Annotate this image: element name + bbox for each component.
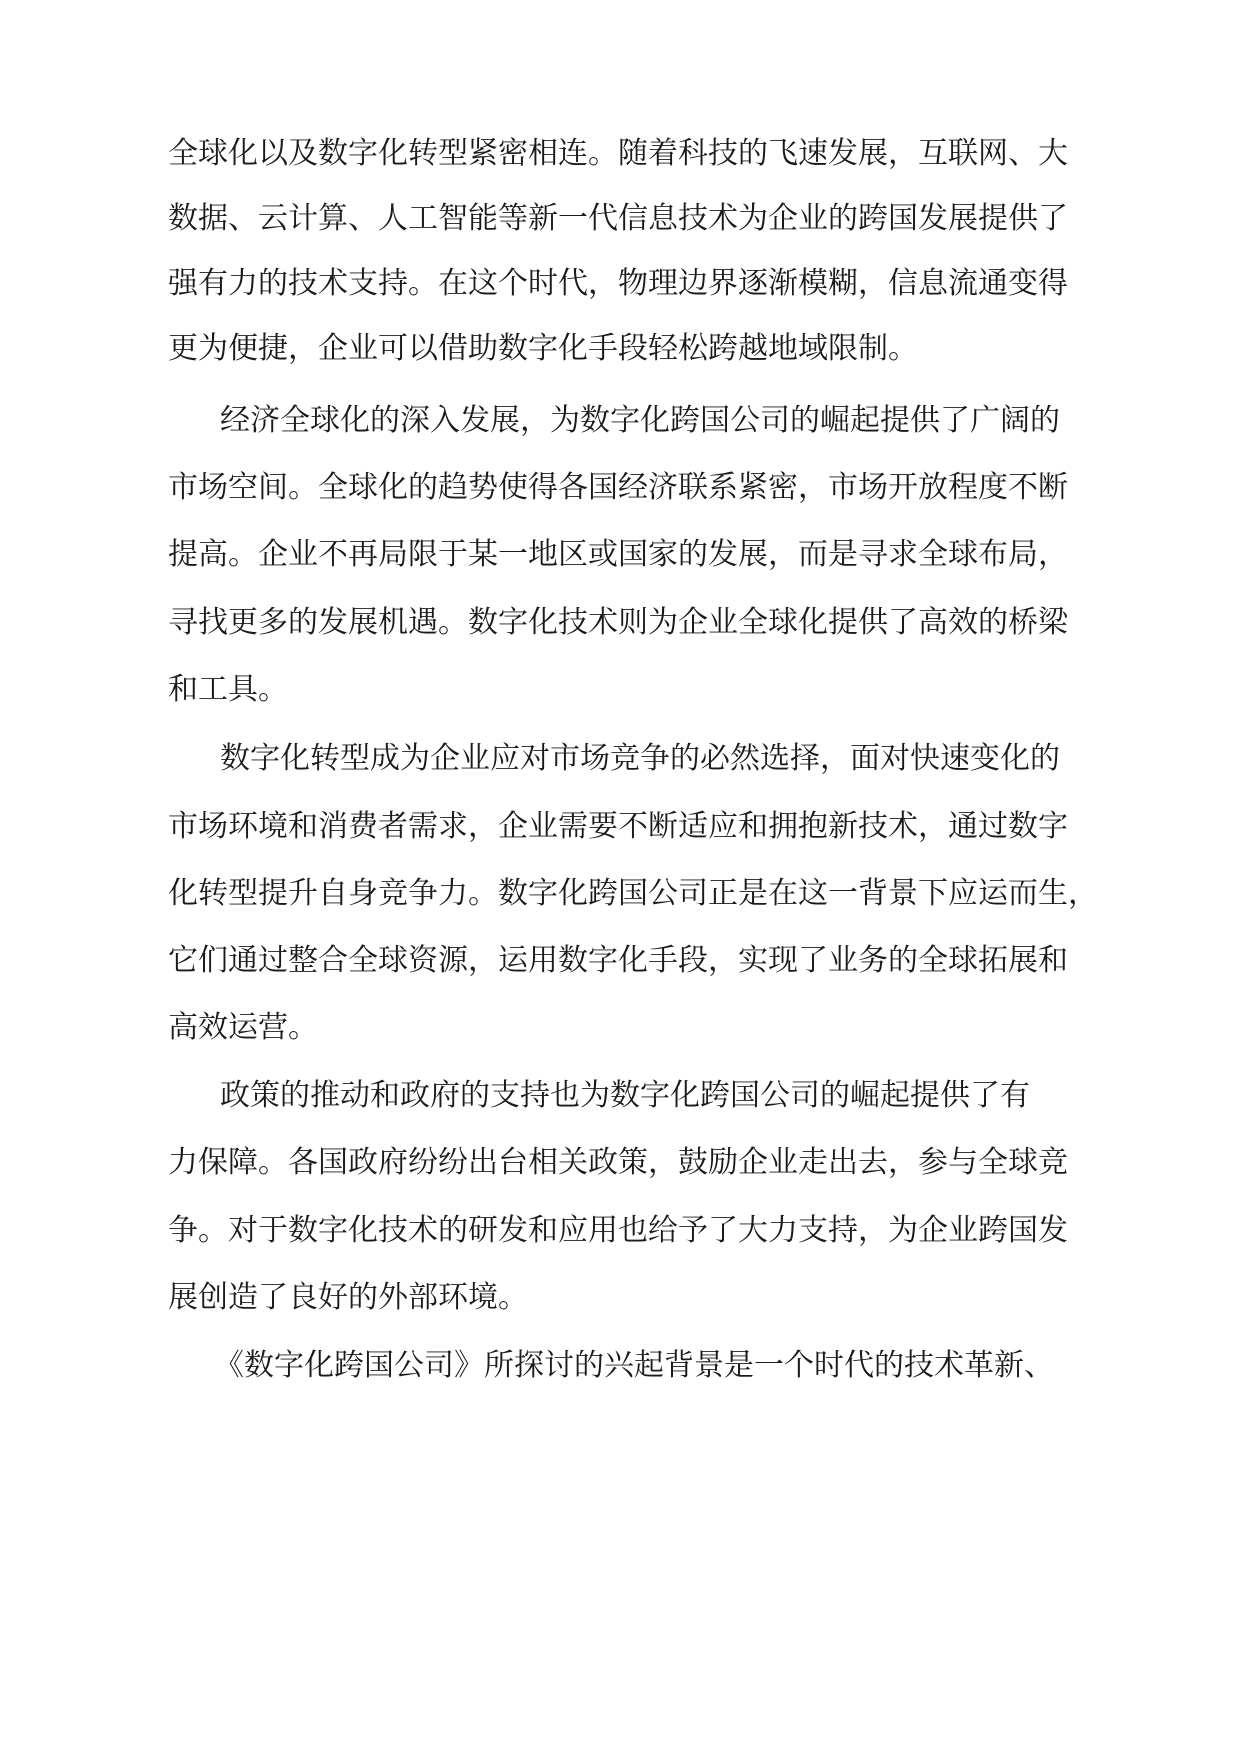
line-text: 它们通过整合全球资源，运用数字化手段，实现了业务的全球拓展和 (168, 943, 1068, 978)
text-line (0, 395, 1241, 447)
line-text: 更为便捷，企业可以借助数字化手段轻松跨越地域限制。 (168, 331, 918, 366)
text-line (0, 1070, 1241, 1122)
text-line (0, 935, 1241, 987)
line-text: 争。对于数字化技术的研发和应用也给予了大力支持，为企业跨国发 (168, 1213, 1068, 1248)
line-text: 提高。企业不再局限于某一地区或国家的发展，而是寻求全球布局， (168, 537, 1068, 572)
line-text: 化转型提升自身竞争力。数字化跨国公司正是在这一背景下应运而生， (168, 876, 1098, 911)
text-line (0, 258, 1241, 310)
text-line (0, 323, 1241, 375)
line-text: 市场空间。全球化的趋势使得各国经济联系紧密，市场开放程度不断 (168, 470, 1068, 505)
line-text: 《数字化跨国公司》所探讨的兴起背景是一个时代的技术革新、 (214, 1348, 1054, 1383)
line-text: 高效运营。 (168, 1010, 318, 1045)
line-text: 经济全球化的深入发展，为数字化跨国公司的崛起提供了广阔的 (220, 403, 1060, 438)
line-text: 全球化以及数字化转型紧密相连。随着科技的飞速发展，互联网、大 (168, 136, 1068, 171)
text-line (0, 597, 1241, 649)
text-line (0, 868, 1241, 920)
text-line (0, 1272, 1241, 1324)
line-text: 和工具。 (168, 672, 288, 707)
line-text: 寻找更多的发展机遇。数字化技术则为企业全球化提供了高效的桥梁 (168, 605, 1068, 640)
line-text: 力保障。各国政府纷纷出台相关政策，鼓励企业走出去，参与全球竞 (168, 1145, 1068, 1180)
line-text: 强有力的技术支持。在这个时代，物理边界逐渐模糊，信息流通变得 (168, 266, 1068, 301)
text-line (0, 193, 1241, 245)
text-line (0, 801, 1241, 853)
text-line (0, 462, 1241, 514)
text-line (0, 1002, 1241, 1054)
text-line (0, 128, 1241, 180)
line-text: 政策的推动和政府的支持也为数字化跨国公司的崛起提供了有 (220, 1078, 1030, 1113)
text-line (0, 733, 1241, 785)
line-text: 展创造了良好的外部环境。 (168, 1280, 528, 1315)
text-line (0, 1340, 1241, 1392)
text-line (0, 664, 1241, 716)
text-line (0, 529, 1241, 581)
line-text: 数字化转型成为企业应对市场竞争的必然选择，面对快速变化的 (220, 741, 1060, 776)
line-text: 数据、云计算、人工智能等新一代信息技术为企业的跨国发展提供了 (168, 201, 1068, 236)
text-line (0, 1205, 1241, 1257)
line-text: 市场环境和消费者需求，企业需要不断适应和拥抱新技术，通过数字 (168, 809, 1068, 844)
text-line (0, 1137, 1241, 1189)
